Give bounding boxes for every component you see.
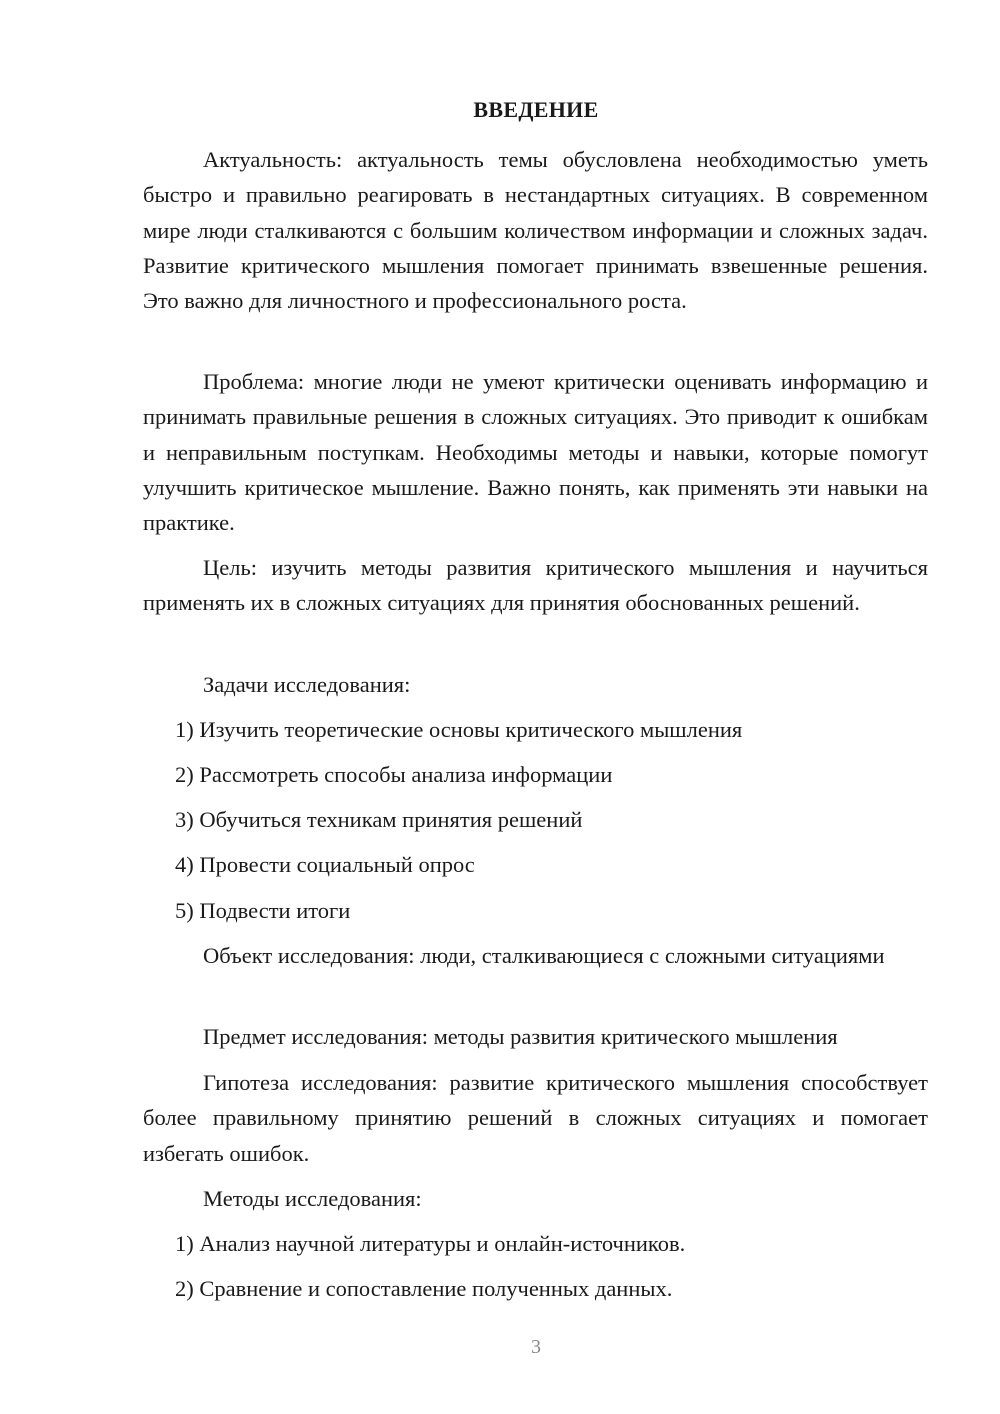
task-item: 4) Провести социальный опрос [175, 852, 475, 877]
subject-paragraph: Предмет исследования: методы развития критического мышления [203, 1024, 838, 1049]
task-item: 2) Рассмотреть способы анализа информации [175, 762, 613, 787]
tasks-heading: Задачи исследования: [203, 672, 411, 697]
task-item: 1) Изучить теоретические основы критического мышления [175, 717, 743, 742]
methods-heading: Методы исследования: [203, 1186, 422, 1211]
problem-paragraph: Проблема: многие люди не умеют критически оценивать информацию и принимать правильные решения в сложных ситуациях. Это приводит к ошибкам и неправильным поступкам. Необходимы методы и навыки, которые помогут улучшить критическое мышление. Важно понять, как применять эти навыки на практике. [143, 369, 928, 536]
page-title: ВВЕДЕНИЕ [473, 97, 599, 122]
goal-paragraph: Цель: изучить методы развития критического мышления и научиться применять их в сложных ситуациях для принятия обоснованных решений. [143, 555, 928, 616]
relevance-paragraph: Актуальность: актуальность темы обусловлена необходимостью уметь быстро и правильно реагировать в нестандартных ситуациях. В современном мире люди сталкиваются с большим количеством информации и сложных задач. Развитие критического мышления помогает принимать взвешенные решения. Это важно для личностного и профессионального роста. [143, 147, 928, 314]
method-item: 2) Сравнение и сопоставление полученных данных. [175, 1276, 673, 1301]
hypothesis-paragraph: Гипотеза исследования: развитие критического мышления способствует более правильному принятию решений в сложных ситуациях и помогает избегать ошибок. [143, 1070, 928, 1166]
page-number: 3 [531, 1336, 541, 1358]
method-item: 1) Анализ научной литературы и онлайн-источников. [175, 1231, 686, 1256]
task-item: 3) Обучиться техникам принятия решений [175, 807, 583, 832]
task-item: 5) Подвести итоги [175, 898, 351, 923]
object-paragraph: Объект исследования: люди, сталкивающиеся с сложными ситуациями [203, 943, 885, 968]
